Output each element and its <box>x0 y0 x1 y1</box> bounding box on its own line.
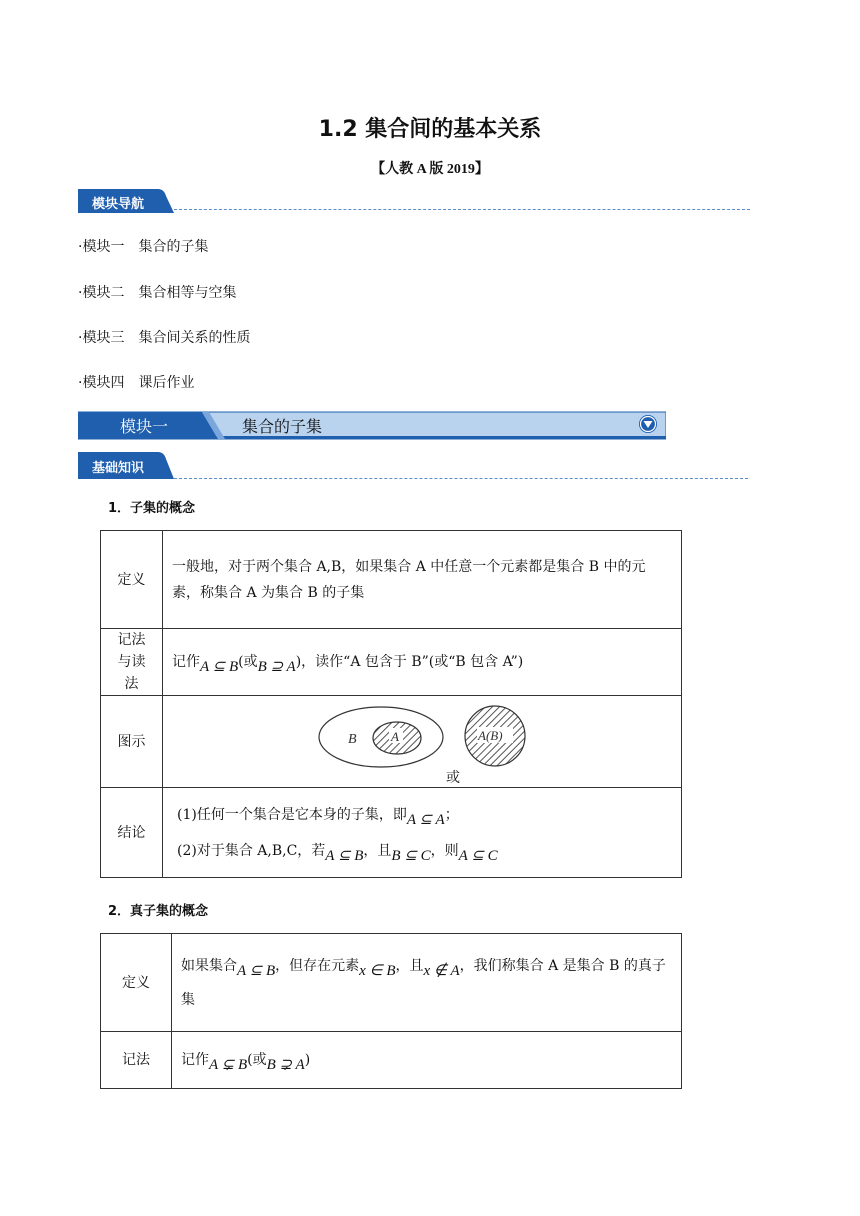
proper-notation-paren-open: (或 <box>247 1052 267 1068</box>
venn-diagram <box>163 696 681 787</box>
table-row <box>101 934 682 1032</box>
conclusion-2-math-1: A ⊆ B <box>325 847 364 864</box>
basic-section-divider <box>174 478 748 479</box>
table-row <box>101 531 682 629</box>
proper-def-math-2: x ∈ B <box>359 962 396 979</box>
proper-notation-paren-close: ) <box>304 1052 311 1068</box>
proper-subset-table <box>100 933 682 1089</box>
set-a-label: A <box>391 729 399 744</box>
notation-math-2: B ⊇ A <box>257 659 296 675</box>
conclusion-2-math-3: A ⊆ C <box>458 847 498 864</box>
proper-def-text <box>172 934 682 1032</box>
notation-prefix: 记作 <box>172 654 200 670</box>
proper-def-mid-1: ，但存在元素 <box>275 957 360 974</box>
proper-notation-prefix: 记作 <box>181 1052 209 1068</box>
proper-subset-heading: 2．真子集的概念 <box>108 904 209 919</box>
proper-def-prefix: 如果集合 <box>181 957 237 974</box>
notation-paren-open: (或 <box>238 654 258 670</box>
nav-section-divider <box>174 209 750 210</box>
subset-def-text: 一般地，对于两个集合 A,B，如果集合 A 中任意一个元素都是集合 B 中的元素，称集合 A 为集合 B 的子集 <box>163 531 682 629</box>
subset-table <box>100 530 682 878</box>
conclusion-2-mid-1: ，且 <box>363 842 392 859</box>
nav-item-4[interactable] <box>78 372 194 392</box>
page-title: 1.2 集合间的基本关系 <box>318 117 542 142</box>
nav-item-1-name: ·模块一 <box>78 239 125 255</box>
table-row <box>101 696 682 788</box>
proper-notation-math-2: B ⊋ A <box>266 1057 305 1073</box>
nav-item-3[interactable] <box>78 327 250 347</box>
subset-notation <box>163 629 682 696</box>
equal-sets-label: A(B) <box>478 728 503 743</box>
module-one-banner <box>78 410 666 440</box>
proper-def-math-3: x ∉ A <box>423 962 460 979</box>
proper-def-mid-2: ，且 <box>395 957 424 974</box>
conclusion-1-end: ； <box>444 806 459 823</box>
chevron-down-circle-icon[interactable] <box>638 414 658 434</box>
subset-def-key: 定义 <box>101 531 163 629</box>
module-banner-label: 模块一 <box>120 417 169 436</box>
proper-def-suffix: ，我们称集合 A 是集合 B 的真子集 <box>181 957 666 1008</box>
table-row <box>101 629 682 696</box>
subset-diagram-cell <box>163 696 682 788</box>
nav-item-2-name: ·模块二 <box>78 285 125 301</box>
conclusion-2-text: (2)对于集合 A,B,C，若 <box>177 842 326 859</box>
nav-section-label: 模块导航 <box>92 197 145 212</box>
notation-math-1: A ⊆ B <box>200 659 239 675</box>
nav-item-1-title: 集合的子集 <box>138 239 209 255</box>
table-row <box>101 788 682 878</box>
basic-section-tab <box>78 452 748 482</box>
module-banner-title: 集合的子集 <box>242 417 323 436</box>
notation-paren-close: )，读作“A 包含于 B”(或“B 包含 A”) <box>295 654 524 670</box>
subset-conclusion-key: 结论 <box>101 788 163 878</box>
proper-notation-key: 记法 <box>101 1032 172 1089</box>
subset-notation-key: 记法与读法 <box>101 629 163 696</box>
proper-notation <box>172 1032 682 1089</box>
conclusion-1-math: A ⊆ A <box>406 811 445 828</box>
table-row <box>101 1032 682 1089</box>
nav-item-2[interactable] <box>78 282 236 302</box>
conclusion-2-mid-2: ，则 <box>430 842 459 859</box>
subset-heading: 1．子集的概念 <box>108 501 196 516</box>
nav-item-3-name: ·模块三 <box>78 330 125 346</box>
subset-diagram-key: 图示 <box>101 696 163 788</box>
proper-def-math-1: A ⊆ B <box>237 962 276 979</box>
subset-conclusion <box>163 788 682 878</box>
conclusion-1-text: (1)任何一个集合是它本身的子集，即 <box>177 806 407 823</box>
nav-section-tab <box>78 186 750 216</box>
conclusion-line-2 <box>177 838 667 864</box>
nav-item-3-title: 集合间关系的性质 <box>138 330 251 346</box>
nav-item-4-name: ·模块四 <box>78 375 125 391</box>
conclusion-line-1 <box>177 802 667 828</box>
nav-item-4-title: 课后作业 <box>138 375 195 391</box>
nav-item-1[interactable] <box>78 236 208 256</box>
nav-item-2-title: 集合相等与空集 <box>138 285 237 301</box>
set-b-label: B <box>348 732 357 747</box>
conclusion-2-math-2: B ⊆ C <box>391 847 431 864</box>
basic-section-label: 基础知识 <box>92 461 145 476</box>
proper-notation-math-1: A ⊊ B <box>209 1057 248 1073</box>
page-subtitle: 【人教 A 版 2019】 <box>371 162 489 177</box>
proper-def-key: 定义 <box>101 934 172 1032</box>
diagram-or-text: 或 <box>446 770 460 786</box>
